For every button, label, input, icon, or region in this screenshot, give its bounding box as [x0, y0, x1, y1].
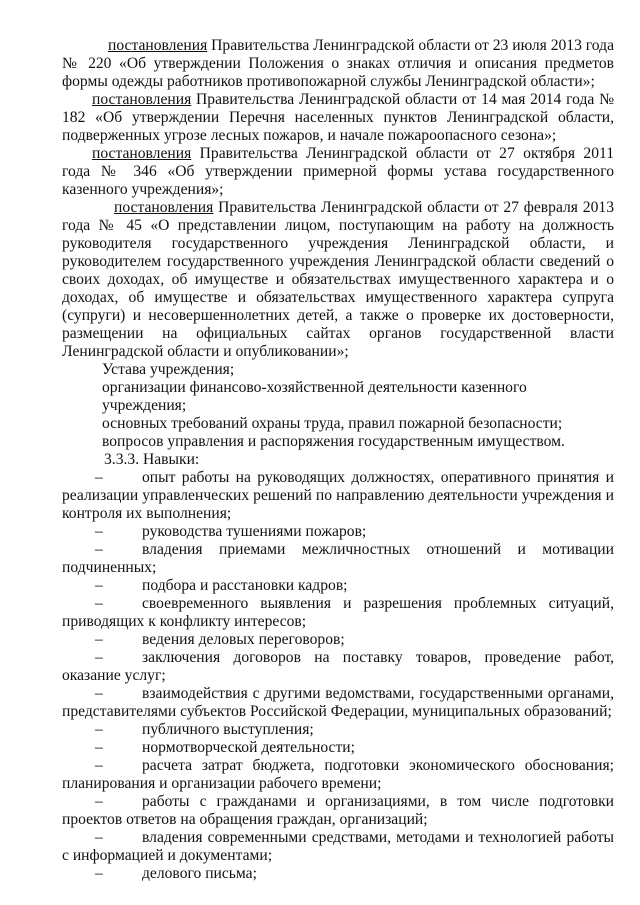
- dash-bullet: –: [95, 829, 103, 846]
- skill-item-13: [62, 829, 614, 865]
- skill-item-4: [62, 577, 614, 595]
- skill-text-11: расчета затрат бюджета, подготовки экономического обоснования; планирования и организации рабочего времени;: [62, 757, 614, 792]
- dash-bullet: –: [95, 469, 103, 486]
- dash-bullet: –: [95, 793, 103, 810]
- knowledge-line-3: основных требований охраны труда, правил пожарной безопасности;: [102, 415, 563, 432]
- dash-bullet: –: [95, 721, 103, 738]
- knowledge-line-2: организации финансово-хозяйственной деятельности казенного учреждения;: [102, 379, 527, 414]
- skill-item-3: [62, 541, 614, 577]
- knowledge-line-4: вопросов управления и распоряжения государственным имуществом.: [102, 433, 565, 450]
- decree-text-2: Правительства Ленинградской области от 14 мая 2014 года № 182 «Об утверждении Перечня населенных пунктов Ленинградской области, подверженных угрозе лесных пожаров, и начале пожароопасного сезона»;: [62, 91, 614, 144]
- dash-bullet: –: [95, 865, 103, 882]
- skill-text-14: делового письма;: [142, 865, 257, 882]
- skill-text-6: ведения деловых переговоров;: [142, 631, 345, 648]
- skill-text-1: опыт работы на руководящих должностях, оперативного принятия и реализации управленческих решений по направлению деятельности учреждения и контроля их выполнения;: [62, 469, 614, 522]
- dash-bullet: –: [95, 739, 103, 756]
- decree-text-4: Правительства Ленинградской области от 27 февраля 2013 года № 45 «О представлении лицом, поступающим на работу на должность руководителя государственного учреждения Ленинградской области, и руководителем государственного учреждения Ленинградской области сведений о своих доходах, об имуществе и обязательствах имущественного характера и о доходах, об имуществе и обязательствах имущественного характера супруга (супруги) и несовершеннолетних детей, а также о проверке их достоверности, размещении на официальных сайтах органов государственной власти Ленинградской области и опубликовании»;: [62, 199, 614, 360]
- decree-link-4[interactable]: постановления: [114, 199, 214, 216]
- skill-text-8: взаимодействия с другими ведомствами, государственными органами, представителями субъектов Российской Федерации, муниципальных образований;: [62, 685, 614, 720]
- decree-paragraph-2: [62, 91, 614, 145]
- skill-item-1: [62, 469, 614, 523]
- knowledge-line-1: Устава учреждения;: [102, 361, 235, 378]
- dash-bullet: –: [95, 649, 103, 666]
- dash-bullet: –: [95, 631, 103, 648]
- skill-item-8: [62, 685, 614, 721]
- dash-bullet: –: [95, 541, 103, 558]
- dash-bullet: –: [95, 685, 103, 702]
- decree-text-3: Правительства Ленинградской области от 27 октября 2011 года № 346 «Об утверждении примерной формы устава государственного казенного учреждения»;: [62, 145, 614, 198]
- skill-item-7: [62, 649, 614, 685]
- skill-item-10: [62, 739, 614, 757]
- document-body: [62, 37, 614, 883]
- skill-text-12: работы с гражданами и организациями, в том числе подготовки проектов ответов на обращения граждан, организаций;: [62, 793, 614, 828]
- section-heading-skills: 3.3.3. Навыки:: [104, 451, 200, 468]
- skill-item-11: [62, 757, 614, 793]
- skill-text-13: владения современными средствами, методами и технологией работы с информацией и документами;: [62, 829, 614, 864]
- decree-text-1: Правительства Ленинградской области от 23 июля 2013 года № 220 «Об утверждении Положения о знаках отличия и описания предметов формы одежды работников противопожарной службы Ленинградской области»;: [62, 37, 614, 90]
- skill-text-3: владения приемами межличностных отношений и мотивации подчиненных;: [62, 541, 614, 576]
- dash-bullet: –: [95, 577, 103, 594]
- skill-text-9: публичного выступления;: [142, 721, 314, 738]
- decree-paragraph-4: [62, 199, 614, 361]
- dash-bullet: –: [95, 595, 103, 612]
- skill-text-4: подбора и расстановки кадров;: [142, 577, 348, 594]
- skill-text-2: руководства тушениями пожаров;: [142, 523, 367, 540]
- decree-paragraph-3: [62, 145, 614, 199]
- skill-item-9: [62, 721, 614, 739]
- decree-link-2[interactable]: постановления: [92, 91, 192, 108]
- skill-text-7: заключения договоров на поставку товаров, проведение работ, оказание услуг;: [62, 649, 614, 684]
- skill-item-12: [62, 793, 614, 829]
- skill-item-2: [62, 523, 614, 541]
- skill-text-10: нормотворческой деятельности;: [142, 739, 355, 756]
- skill-text-5: своевременного выявления и разрешения проблемных ситуаций, приводящих к конфликту интересов;: [62, 595, 614, 630]
- decree-link-1[interactable]: постановления: [108, 37, 208, 54]
- decree-paragraph-1: [62, 37, 614, 91]
- skill-item-6: [62, 631, 614, 649]
- dash-bullet: –: [95, 523, 103, 540]
- skill-item-5: [62, 595, 614, 631]
- decree-link-3[interactable]: постановления: [92, 145, 192, 162]
- skill-item-14: [62, 865, 614, 883]
- dash-bullet: –: [95, 757, 103, 774]
